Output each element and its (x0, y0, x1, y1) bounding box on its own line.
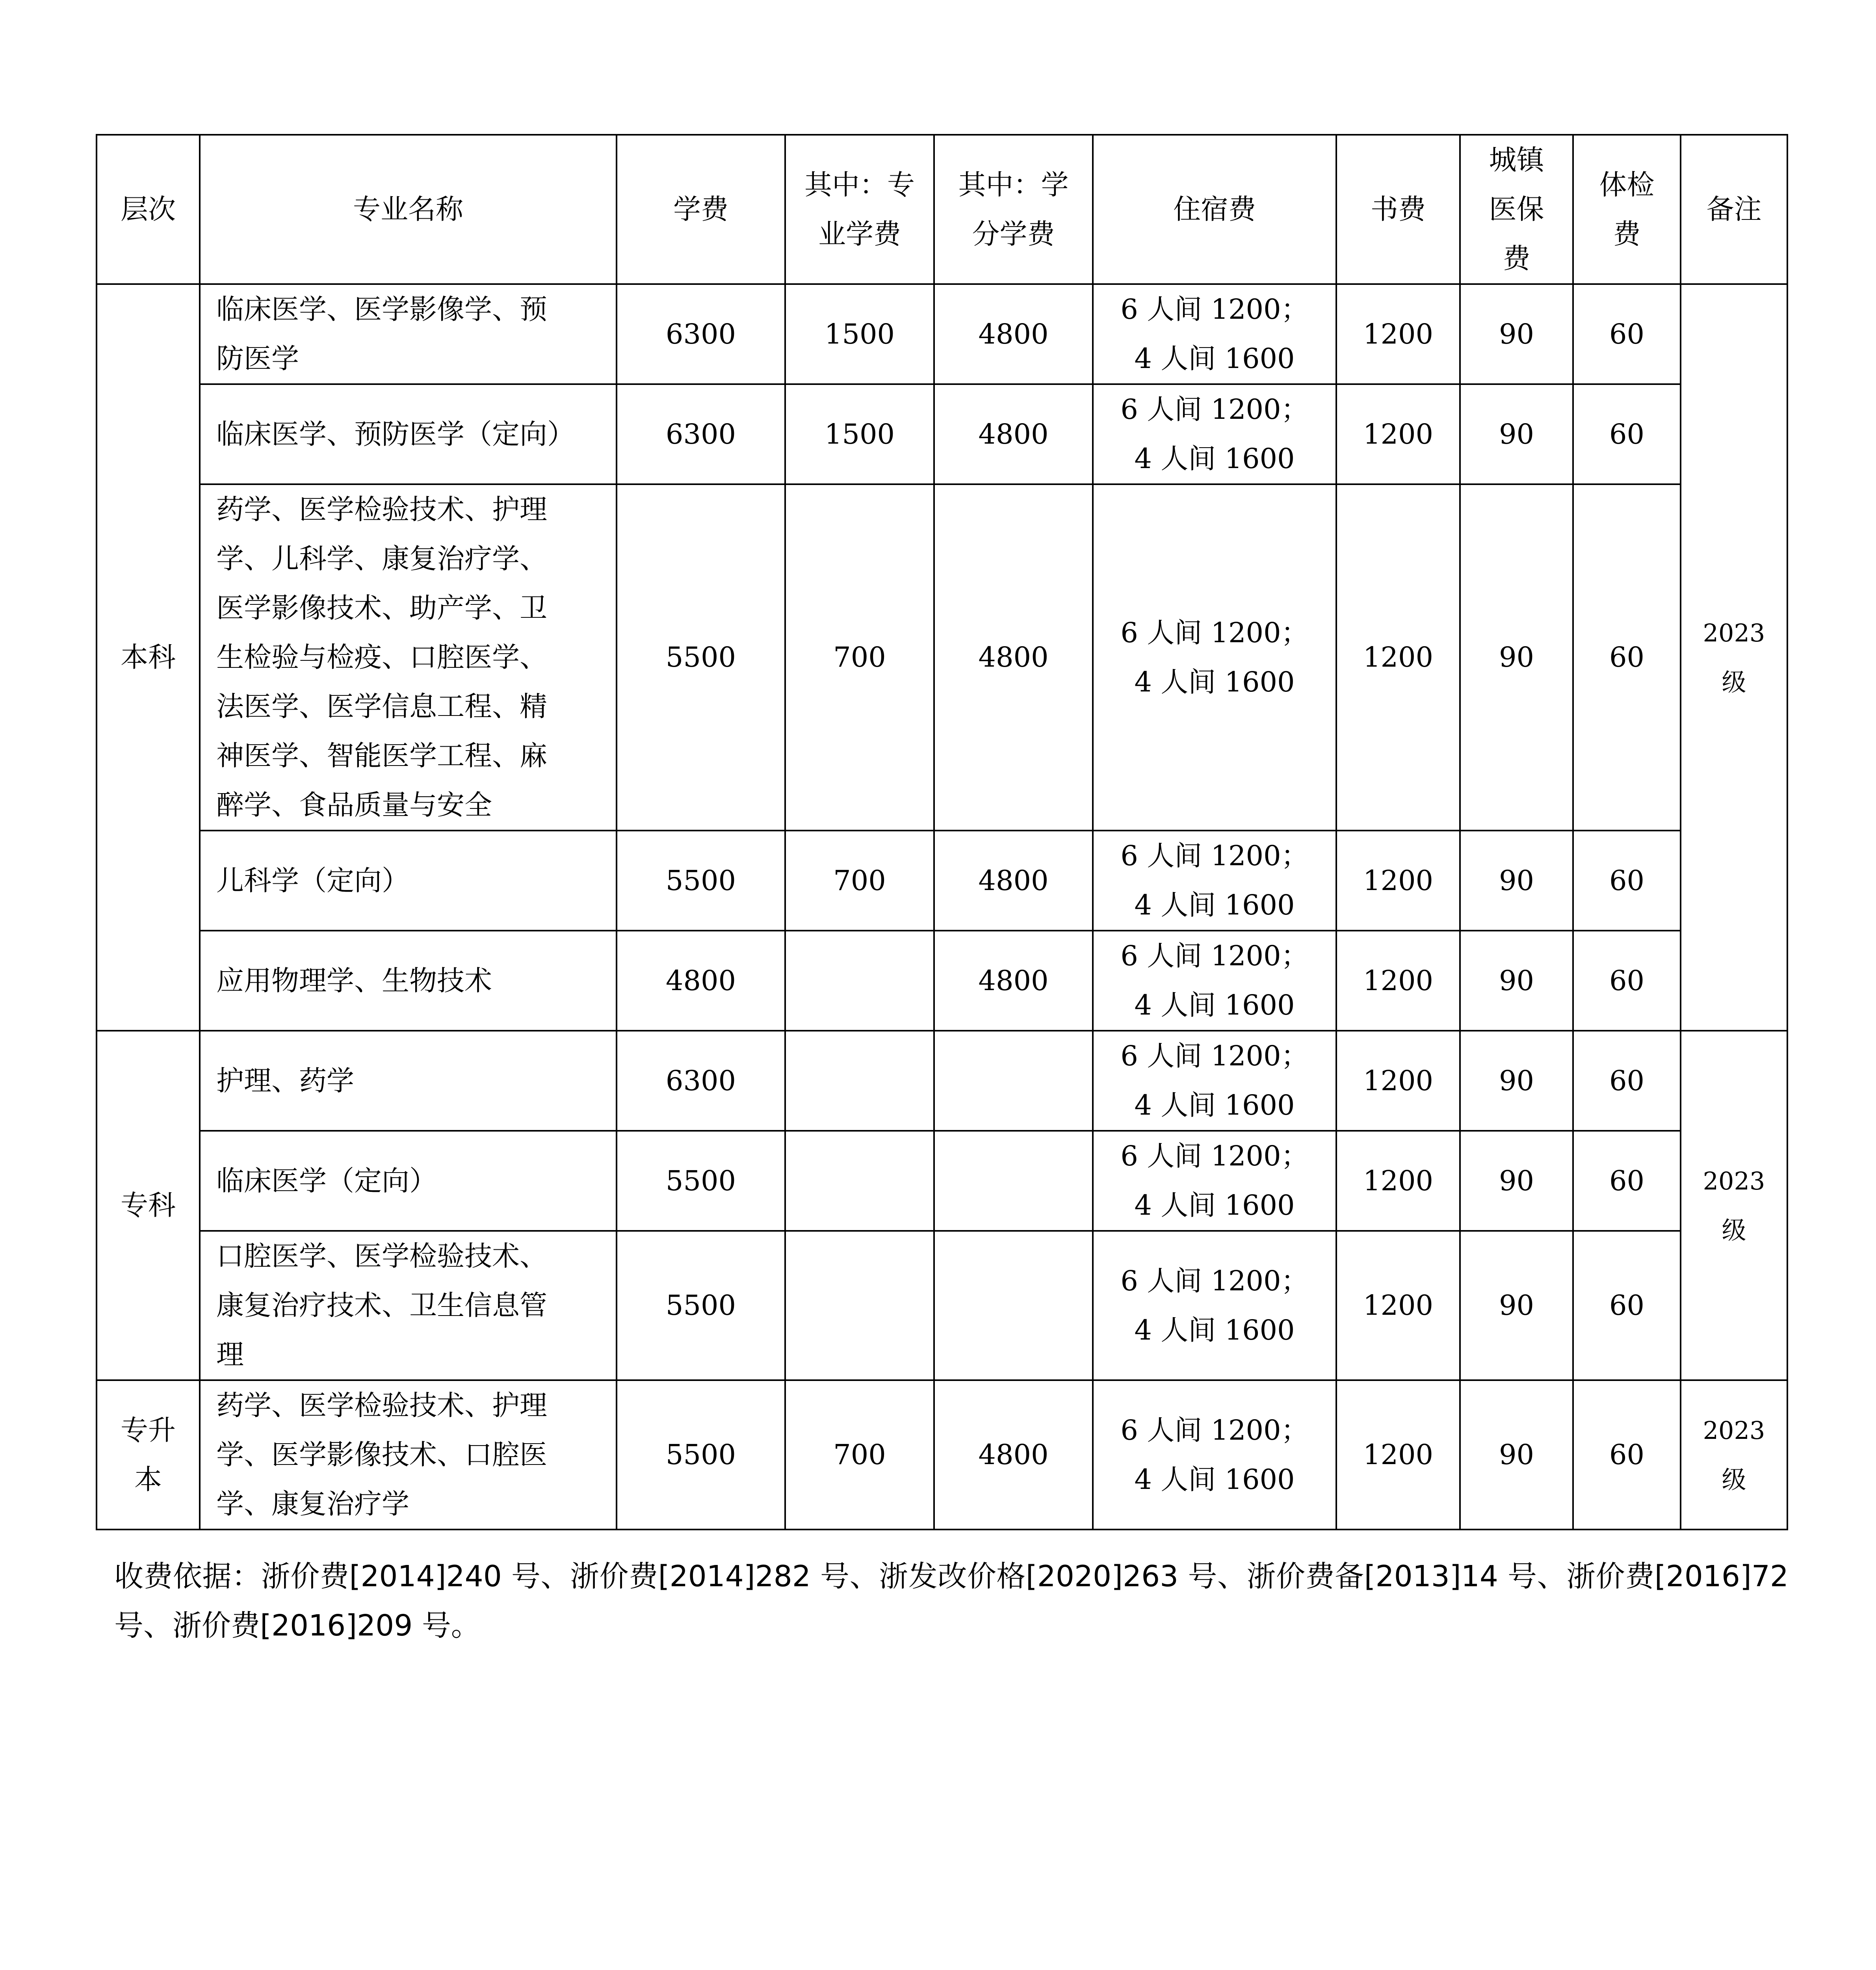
major-line: 康复治疗技术、卫生信息管 (216, 1289, 547, 1321)
exam-cell: 60 (1573, 831, 1681, 931)
dorm-cell (1093, 931, 1336, 1031)
header-row (97, 135, 1787, 284)
table-body (97, 284, 1787, 1530)
credit-fee-cell (934, 1131, 1093, 1231)
credit-fee-cell: 4800 (934, 484, 1093, 831)
header-insurance (1460, 135, 1573, 284)
insurance-cell: 90 (1460, 1231, 1573, 1380)
exam-cell: 60 (1573, 1231, 1681, 1380)
credit-fee-cell: 4800 (934, 831, 1093, 931)
dorm-line-1: 6 人间 1200； (1120, 393, 1309, 426)
dorm-line-1: 6 人间 1200； (1120, 840, 1309, 872)
header-note: 备注 (1681, 135, 1787, 284)
major-line: 护理、药学 (216, 1064, 354, 1097)
tuition-cell: 6300 (617, 1031, 785, 1131)
note-line-2: 级 (1722, 1215, 1746, 1245)
exam-cell: 60 (1573, 931, 1681, 1031)
header-major-fee-line-2: 业学费 (818, 217, 901, 250)
books-cell: 1200 (1336, 284, 1460, 384)
dorm-line-1: 6 人间 1200； (1120, 1264, 1309, 1297)
exam-cell: 60 (1573, 384, 1681, 484)
books-cell: 1200 (1336, 831, 1460, 931)
table-row (97, 384, 1787, 484)
major-fee-cell: 700 (785, 484, 934, 831)
tuition-cell: 6300 (617, 284, 785, 384)
major-line: 理 (216, 1338, 244, 1371)
credit-fee-cell (934, 1031, 1093, 1131)
credit-fee-cell: 4800 (934, 931, 1093, 1031)
dorm-line-1: 6 人间 1200； (1120, 1140, 1309, 1172)
major-fee-cell (785, 1231, 934, 1380)
insurance-cell: 90 (1460, 284, 1573, 384)
note-line-1: 2023 (1703, 1416, 1765, 1445)
major-cell (200, 1131, 617, 1231)
level-line-2: 本 (134, 1463, 162, 1496)
table-row (97, 1131, 1787, 1231)
insurance-cell: 90 (1460, 1031, 1573, 1131)
major-line: 医学影像技术、助产学、卫 (216, 592, 547, 624)
tuition-cell: 4800 (617, 931, 785, 1031)
tuition-cell: 5500 (617, 1380, 785, 1530)
dorm-line-2: 4 人间 1600 (1134, 1089, 1295, 1121)
header-insurance-line-2: 医保 (1489, 193, 1544, 225)
credit-fee-cell (934, 1231, 1093, 1380)
major-cell (200, 1231, 617, 1380)
header-major-fee-line-1: 其中：专 (804, 168, 915, 201)
insurance-cell: 90 (1460, 484, 1573, 831)
header-books: 书费 (1336, 135, 1460, 284)
dorm-line-2: 4 人间 1600 (1134, 665, 1295, 698)
exam-cell: 60 (1573, 284, 1681, 384)
major-line: 学、儿科学、康复治疗学、 (216, 543, 547, 575)
major-line: 临床医学、医学影像学、预 (216, 293, 547, 325)
major-line: 应用物理学、生物技术 (216, 964, 492, 997)
dorm-line-1: 6 人间 1200； (1120, 616, 1309, 649)
major-fee-cell: 1500 (785, 284, 934, 384)
insurance-cell: 90 (1460, 1380, 1573, 1530)
dorm-cell (1093, 1031, 1336, 1131)
major-line: 临床医学、预防医学（定向） (216, 418, 575, 450)
credit-fee-cell: 4800 (934, 384, 1093, 484)
tuition-cell: 5500 (617, 1231, 785, 1380)
dorm-cell (1093, 1131, 1336, 1231)
header-exam (1573, 135, 1681, 284)
header-exam-line-2: 费 (1613, 217, 1641, 250)
major-fee-cell (785, 1031, 934, 1131)
major-fee-cell (785, 931, 934, 1031)
table-row (97, 1031, 1787, 1131)
note-cell (1681, 1380, 1787, 1530)
major-line: 生检验与检疫、口腔医学、 (216, 641, 547, 673)
header-insurance-line-3: 费 (1503, 242, 1531, 275)
major-cell (200, 931, 617, 1031)
major-line: 临床医学（定向） (216, 1164, 437, 1197)
books-cell: 1200 (1336, 1131, 1460, 1231)
insurance-cell: 90 (1460, 1131, 1573, 1231)
table-row (97, 484, 1787, 831)
header-credit-fee-line-2: 分学费 (972, 217, 1055, 250)
dorm-line-2: 4 人间 1600 (1134, 342, 1295, 375)
insurance-cell: 90 (1460, 384, 1573, 484)
books-cell: 1200 (1336, 484, 1460, 831)
fee-table (96, 134, 1788, 1530)
dorm-line-2: 4 人间 1600 (1134, 1314, 1295, 1346)
dorm-line-1: 6 人间 1200； (1120, 293, 1309, 325)
level-cell (97, 1380, 200, 1530)
major-cell (200, 484, 617, 831)
dorm-line-2: 4 人间 1600 (1134, 989, 1295, 1021)
table-header (97, 135, 1787, 284)
level-cell: 本科 (97, 284, 200, 1031)
header-credit-fee-line-1: 其中：学 (958, 168, 1069, 201)
tuition-cell: 5500 (617, 484, 785, 831)
tuition-cell: 6300 (617, 384, 785, 484)
major-line: 学、康复治疗学 (216, 1488, 409, 1520)
fee-basis-note: 收费依据：浙价费[2014]240 号、浙价费[2014]282 号、浙发改价格[2020]263 号、浙价费备[2013]14 号、浙价费[2016]72 号、浙价费[2016]209 号。 (114, 1559, 1789, 1643)
dorm-line-1: 6 人间 1200； (1120, 1040, 1309, 1072)
header-major: 专业名称 (200, 135, 617, 284)
note-line-1: 2023 (1703, 618, 1765, 647)
dorm-cell (1093, 284, 1336, 384)
major-cell (200, 831, 617, 931)
header-level: 层次 (97, 135, 200, 284)
insurance-cell: 90 (1460, 831, 1573, 931)
major-fee-cell: 1500 (785, 384, 934, 484)
dorm-line-2: 4 人间 1600 (1134, 442, 1295, 475)
major-line: 防医学 (216, 342, 299, 375)
dorm-line-2: 4 人间 1600 (1134, 889, 1295, 921)
dorm-cell (1093, 1231, 1336, 1380)
exam-cell: 60 (1573, 1380, 1681, 1530)
header-tuition: 学费 (617, 135, 785, 284)
tuition-cell: 5500 (617, 1131, 785, 1231)
dorm-cell (1093, 384, 1336, 484)
header-major-fee (785, 135, 934, 284)
dorm-cell (1093, 1380, 1336, 1530)
dorm-cell (1093, 484, 1336, 831)
major-cell (200, 1380, 617, 1530)
header-dorm: 住宿费 (1093, 135, 1336, 284)
level-cell: 专科 (97, 1031, 200, 1380)
books-cell: 1200 (1336, 1031, 1460, 1131)
exam-cell: 60 (1573, 1031, 1681, 1131)
credit-fee-cell: 4800 (934, 284, 1093, 384)
major-line: 儿科学（定向） (216, 864, 409, 897)
major-line: 法医学、医学信息工程、精 (216, 690, 547, 723)
credit-fee-cell: 4800 (934, 1380, 1093, 1530)
major-fee-cell: 700 (785, 831, 934, 931)
note-line-1: 2023 (1703, 1166, 1765, 1195)
books-cell: 1200 (1336, 931, 1460, 1031)
major-cell (200, 284, 617, 384)
note-line-2: 级 (1722, 1465, 1746, 1494)
note-cell (1681, 284, 1787, 1031)
major-line: 口腔医学、医学检验技术、 (216, 1240, 547, 1272)
level-line-1: 专升 (121, 1414, 176, 1446)
header-exam-line-1: 体检 (1599, 168, 1655, 201)
major-line: 神医学、智能医学工程、麻 (216, 740, 547, 772)
major-line: 药学、医学检验技术、护理 (216, 493, 547, 526)
exam-cell: 60 (1573, 484, 1681, 831)
major-fee-cell: 700 (785, 1380, 934, 1530)
table-row (97, 1380, 1787, 1530)
table-row (97, 831, 1787, 931)
note-cell (1681, 1031, 1787, 1380)
dorm-cell (1093, 831, 1336, 931)
major-cell (200, 1031, 617, 1131)
tuition-cell: 5500 (617, 831, 785, 931)
dorm-line-1: 6 人间 1200； (1120, 940, 1309, 972)
header-insurance-line-1: 城镇 (1489, 144, 1544, 176)
table-row (97, 931, 1787, 1031)
dorm-line-1: 6 人间 1200； (1120, 1414, 1309, 1446)
books-cell: 1200 (1336, 1380, 1460, 1530)
books-cell: 1200 (1336, 1231, 1460, 1380)
major-line: 醉学、食品质量与安全 (216, 789, 492, 821)
books-cell: 1200 (1336, 384, 1460, 484)
dorm-line-2: 4 人间 1600 (1134, 1189, 1295, 1221)
note-line-2: 级 (1722, 667, 1746, 697)
table-row (97, 284, 1787, 384)
major-line: 药学、医学检验技术、护理 (216, 1389, 547, 1422)
header-credit-fee (934, 135, 1093, 284)
exam-cell: 60 (1573, 1131, 1681, 1231)
table-row (97, 1231, 1787, 1380)
dorm-line-2: 4 人间 1600 (1134, 1463, 1295, 1496)
major-line: 学、医学影像技术、口腔医 (216, 1438, 547, 1471)
major-cell (200, 384, 617, 484)
insurance-cell: 90 (1460, 931, 1573, 1031)
major-fee-cell (785, 1131, 934, 1231)
